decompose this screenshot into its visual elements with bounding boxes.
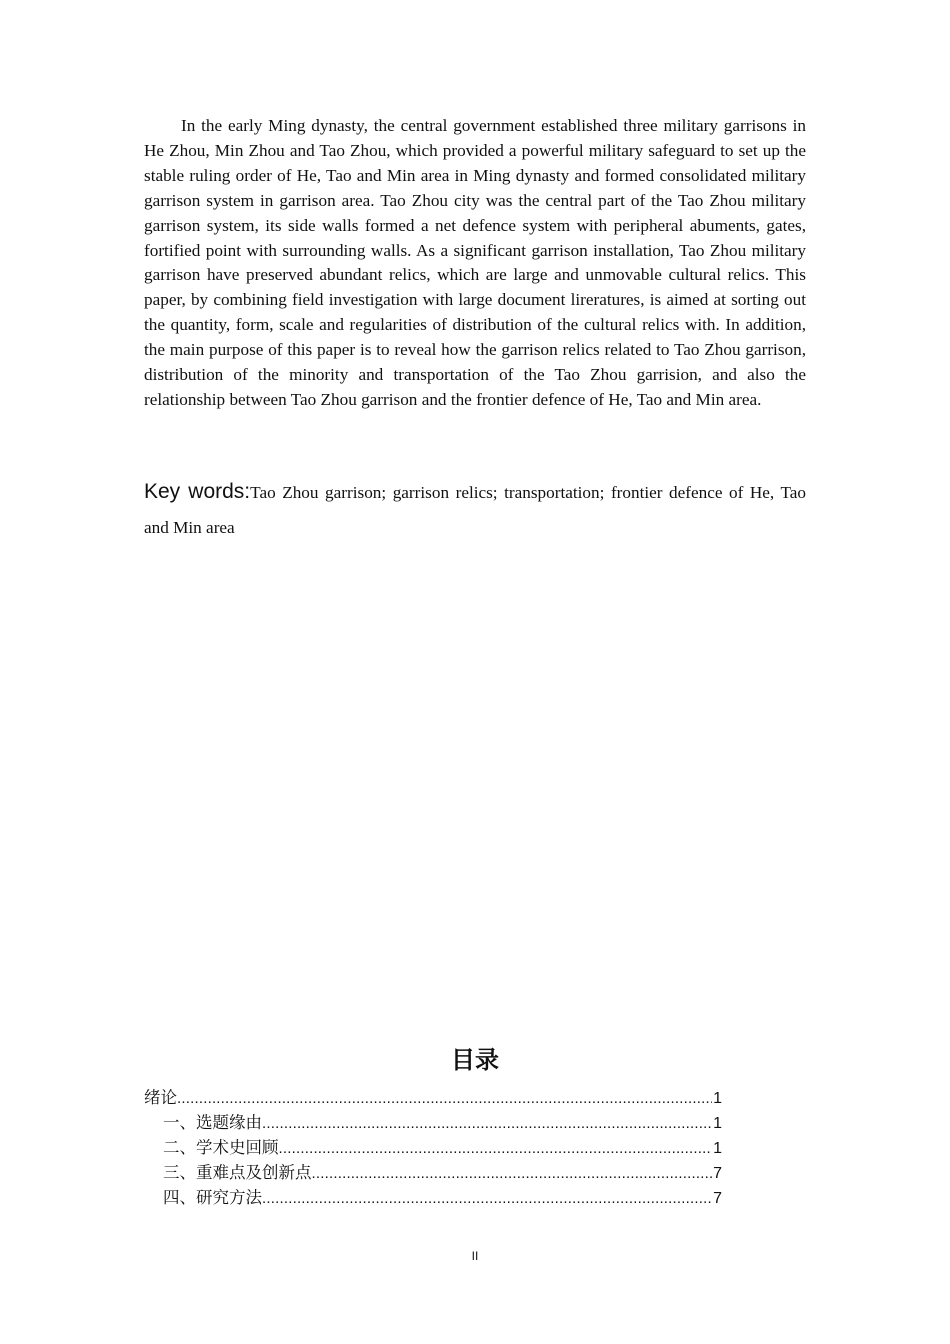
toc-entry-page: 1 xyxy=(713,1090,722,1107)
toc-entry-introduction[interactable] xyxy=(144,1085,722,1110)
toc-entry-page: 1 xyxy=(713,1115,722,1132)
toc-entry-text: 三、重难点及创新点 xyxy=(163,1163,312,1182)
toc-entry-topic-reason[interactable] xyxy=(144,1110,722,1135)
keywords-label: Key words: xyxy=(144,480,251,503)
toc-dot-leader xyxy=(262,1110,712,1135)
toc-entry-text: 四、研究方法 xyxy=(163,1188,262,1207)
toc-dot-leader xyxy=(177,1085,712,1110)
toc-entry-methods[interactable] xyxy=(144,1185,722,1210)
toc-dot-leader xyxy=(312,1160,713,1185)
toc-entry-key-points[interactable] xyxy=(144,1160,722,1185)
abstract-paragraph: In the early Ming dynasty, the central government established three military garrisons in He Zhou, Min Zhou and Tao Zhou, which provided a powerful military safeguard to set up the stable ruling order of He, Tao and Min area in Ming dynasty and formed consolidated military garrison system in garrison area. Tao Zhou city was the central part of the Tao Zhou military garrison system, its side walls formed a net defence system with peripheral abuments, gates, fortified point with surrounding walls. As a significant garrison installation, Tao Zhou military garrison have preserved abundant relics, which are large and unmovable cultural relics. This paper, by combining field investigation with large document lireratures, is aimed at sorting out the quantity, form, scale and regularities of distribution of the cultural relics with. In addition, the main purpose of this paper is to reveal how the garrison relics related to Tao Zhou garrison, distribution of the minority and transportation of the Tao Zhou garrision, and also the relationship between Tao Zhou garrison and the frontier defence of He, Tao and Min area. xyxy=(144,116,806,409)
toc-entry-page: 7 xyxy=(713,1190,722,1207)
table-of-contents xyxy=(144,1085,722,1210)
toc-entry-text: 绪论 xyxy=(144,1088,177,1107)
toc-entry-page: 1 xyxy=(713,1140,722,1157)
keywords-line xyxy=(144,474,806,545)
keywords-text: Tao Zhou garrison; garrison relics; transportation; frontier defence of He, Tao and Min area xyxy=(144,483,807,537)
toc-entry-page: 7 xyxy=(713,1165,722,1182)
toc-entry-text: 一、选题缘由 xyxy=(163,1113,262,1132)
page-number: II xyxy=(471,1249,479,1263)
toc-dot-leader xyxy=(262,1185,712,1210)
toc-entry-literature-review[interactable] xyxy=(144,1135,722,1160)
toc-title: 目录 xyxy=(451,1046,499,1074)
toc-entry-text: 二、学术史回顾 xyxy=(163,1138,279,1157)
toc-dot-leader xyxy=(279,1135,713,1160)
